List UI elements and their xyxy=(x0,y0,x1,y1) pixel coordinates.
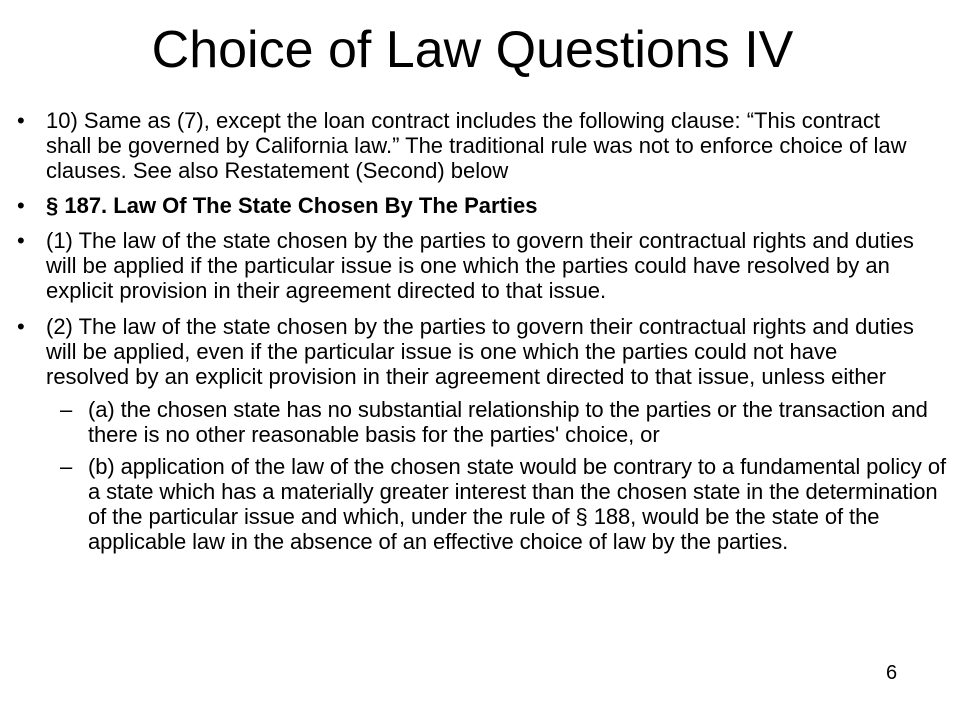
bullet-marker: • xyxy=(17,314,25,339)
sub-bullet-text: (a) the chosen state has no substantial relationship to the parties or the transaction and there is no other reasonable basis for the parties' choice, or xyxy=(88,397,928,447)
bullet-marker: • xyxy=(17,228,25,253)
bullet-item xyxy=(0,228,924,303)
bullet-item xyxy=(0,108,924,183)
bullet-text: (2) The law of the state chosen by the parties to govern their contractual rights and duties will be applied, even if the particular issue is one which the parties could not have resolved by an explicit provision in their agreement directed to that issue, unless either xyxy=(46,314,914,389)
bullet-item xyxy=(0,314,924,389)
bullet-marker: • xyxy=(17,193,25,218)
bullet-text: (1) The law of the state chosen by the parties to govern their contractual rights and duties will be applied if the particular issue is one which the parties could have resolved by an explicit provision in their agreement directed to that issue. xyxy=(46,228,914,303)
slide-content xyxy=(0,108,960,554)
bullet-marker: • xyxy=(17,108,25,133)
sub-bullet-item xyxy=(0,397,953,447)
sub-bullet-marker: – xyxy=(60,397,73,422)
slide-title: Choice of Law Questions IV xyxy=(151,21,794,79)
bullet-text: 10) Same as (7), except the loan contract includes the following clause: “This contract shall be governed by California law.” The traditional rule was not to enforce choice of law clauses. See also Restatement (Second) below xyxy=(46,108,907,183)
section-heading: § 187. Law Of The State Chosen By The Parties xyxy=(46,193,538,218)
sub-bullet-marker: – xyxy=(60,454,73,479)
bullet-item xyxy=(0,193,924,218)
sub-bullet-item xyxy=(0,454,953,554)
sub-bullet-text: (b) application of the law of the chosen state would be contrary to a fundamental policy of a state which has a materially greater interest than the chosen state in the determination of the particular issue and which, under the rule of § 188, would be the state of the applicable law in the absence of an effective choice of law by the parties. xyxy=(88,454,946,554)
slide-number: 6 xyxy=(886,662,898,684)
